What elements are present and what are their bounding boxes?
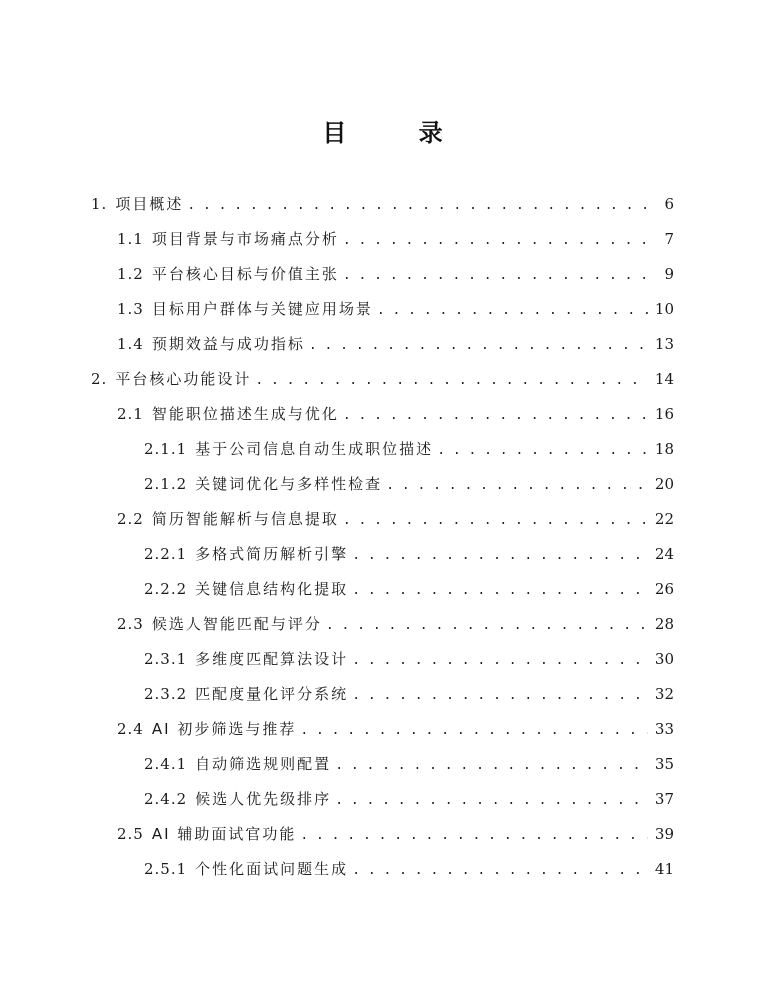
toc-entry-number: 2.4.2 bbox=[144, 790, 188, 808]
toc-entry-title: 平台核心功能设计 bbox=[115, 370, 252, 388]
toc-entry[interactable] bbox=[117, 399, 674, 429]
toc-entry-title: 智能职位描述生成与优化 bbox=[151, 405, 339, 423]
toc-entry-title: AI 初步筛选与推荐 bbox=[151, 720, 297, 738]
toc-dot-leader bbox=[343, 506, 648, 536]
toc-dot-leader bbox=[187, 191, 648, 221]
toc-entry-title: 简历智能解析与信息提取 bbox=[151, 510, 339, 528]
toc-dot-leader bbox=[352, 856, 648, 886]
toc-page-number: 22 bbox=[654, 510, 674, 528]
toc-page-number: 39 bbox=[654, 825, 674, 843]
toc-entry-title: 目标用户群体与关键应用场景 bbox=[151, 300, 373, 318]
toc-entry[interactable] bbox=[144, 784, 674, 814]
toc-entry-number: 2.2.2 bbox=[144, 580, 188, 598]
toc-dot-leader bbox=[352, 646, 648, 676]
toc-entry[interactable] bbox=[117, 294, 674, 324]
toc-page-number: 33 bbox=[654, 720, 674, 738]
toc-entry[interactable] bbox=[144, 574, 674, 604]
toc-entry-number: 2.5 bbox=[117, 825, 144, 843]
toc-page-number: 6 bbox=[664, 195, 674, 213]
toc-entry-number: 2.2 bbox=[117, 510, 144, 528]
toc-entry[interactable] bbox=[144, 539, 674, 569]
toc-entry-number: 1.2 bbox=[117, 265, 144, 283]
toc-entry[interactable] bbox=[117, 819, 674, 849]
toc-entry-number: 2.1 bbox=[117, 405, 144, 423]
toc-dot-leader bbox=[377, 296, 648, 326]
toc-entry-number: 1.3 bbox=[117, 300, 144, 318]
toc-entry-title: 项目背景与市场痛点分析 bbox=[151, 230, 339, 248]
toc-entry-title: 多格式简历解析引擎 bbox=[195, 545, 349, 563]
toc-page-number: 32 bbox=[654, 685, 674, 703]
toc-title: 目 录 bbox=[322, 119, 475, 147]
toc-dot-leader bbox=[343, 226, 648, 256]
toc-entry-number: 2. bbox=[91, 370, 108, 388]
toc-entry-number: 1. bbox=[91, 195, 108, 213]
toc-page-number: 41 bbox=[654, 860, 674, 878]
toc-dot-leader bbox=[352, 576, 648, 606]
toc-entry-title: 关键信息结构化提取 bbox=[195, 580, 349, 598]
toc-entry-number: 2.3.2 bbox=[144, 685, 188, 703]
toc-entry-number: 2.5.1 bbox=[144, 860, 188, 878]
toc-page-number: 7 bbox=[664, 230, 674, 248]
toc-entry[interactable] bbox=[144, 679, 674, 709]
toc-dot-leader bbox=[335, 786, 648, 816]
toc-dot-leader bbox=[437, 436, 648, 466]
toc-page-number: 24 bbox=[654, 545, 674, 563]
toc-entry[interactable] bbox=[144, 434, 674, 464]
toc-entry-title: 个性化面试问题生成 bbox=[195, 860, 349, 878]
toc-entry-number: 2.1.2 bbox=[144, 475, 188, 493]
toc-page-number: 14 bbox=[654, 370, 674, 388]
toc-page-number: 20 bbox=[654, 475, 674, 493]
toc-entry[interactable] bbox=[144, 749, 674, 779]
toc-entry-number: 2.2.1 bbox=[144, 545, 188, 563]
toc-entry-title: 自动筛选规则配置 bbox=[195, 755, 332, 773]
toc-entry-number: 2.1.1 bbox=[144, 440, 188, 458]
toc-entry-title: 平台核心目标与价值主张 bbox=[151, 265, 339, 283]
toc-entry-number: 2.3 bbox=[117, 615, 144, 633]
toc-page-number: 10 bbox=[654, 300, 674, 318]
toc-entry-number: 1.4 bbox=[117, 335, 144, 353]
toc-page-number: 28 bbox=[654, 615, 674, 633]
toc-entry[interactable] bbox=[91, 189, 674, 219]
toc-dot-leader bbox=[352, 681, 648, 711]
toc-dot-leader bbox=[300, 821, 648, 851]
toc-entry[interactable] bbox=[117, 714, 674, 744]
toc-dot-leader bbox=[386, 471, 648, 501]
toc-entry-number: 2.3.1 bbox=[144, 650, 188, 668]
toc-dot-leader bbox=[343, 261, 648, 291]
toc-dot-leader bbox=[335, 751, 648, 781]
toc-entry-title: 匹配度量化评分系统 bbox=[195, 685, 349, 703]
toc-entry-title: AI 辅助面试官功能 bbox=[151, 825, 297, 843]
toc-page-number: 16 bbox=[654, 405, 674, 423]
toc-page-number: 37 bbox=[654, 790, 674, 808]
toc-page-number: 13 bbox=[654, 335, 674, 353]
toc-entry-title: 多维度匹配算法设计 bbox=[195, 650, 349, 668]
toc-dot-leader bbox=[352, 541, 648, 571]
toc-entry-title: 关键词优化与多样性检查 bbox=[195, 475, 383, 493]
toc-page-number: 30 bbox=[654, 650, 674, 668]
toc-entry[interactable] bbox=[117, 504, 674, 534]
toc-page-number: 35 bbox=[654, 755, 674, 773]
toc-entry[interactable] bbox=[91, 364, 674, 394]
toc-page-number: 9 bbox=[664, 265, 674, 283]
toc-entry-title: 候选人优先级排序 bbox=[195, 790, 332, 808]
toc-dot-leader bbox=[255, 366, 648, 396]
toc-page-number: 18 bbox=[654, 440, 674, 458]
toc-entry[interactable] bbox=[117, 259, 674, 289]
toc-entry-title: 项目概述 bbox=[115, 195, 184, 213]
toc-dot-leader bbox=[326, 611, 648, 641]
toc-entry-number: 2.4 bbox=[117, 720, 144, 738]
toc-entry[interactable] bbox=[117, 329, 674, 359]
toc-entry[interactable] bbox=[117, 224, 674, 254]
toc-entry[interactable] bbox=[144, 854, 674, 884]
toc-entry[interactable] bbox=[144, 469, 674, 499]
toc-page-number: 26 bbox=[654, 580, 674, 598]
toc-entry[interactable] bbox=[117, 609, 674, 639]
toc-entry[interactable] bbox=[144, 644, 674, 674]
toc-dot-leader bbox=[300, 716, 648, 746]
toc-entry-title: 预期效益与成功指标 bbox=[151, 335, 305, 353]
toc-entry-number: 1.1 bbox=[117, 230, 144, 248]
toc-entry-title: 基于公司信息自动生成职位描述 bbox=[195, 440, 434, 458]
toc-dot-leader bbox=[309, 331, 648, 361]
toc-entry-number: 2.4.1 bbox=[144, 755, 188, 773]
toc-dot-leader bbox=[343, 401, 648, 431]
toc-entry-title: 候选人智能匹配与评分 bbox=[151, 615, 322, 633]
